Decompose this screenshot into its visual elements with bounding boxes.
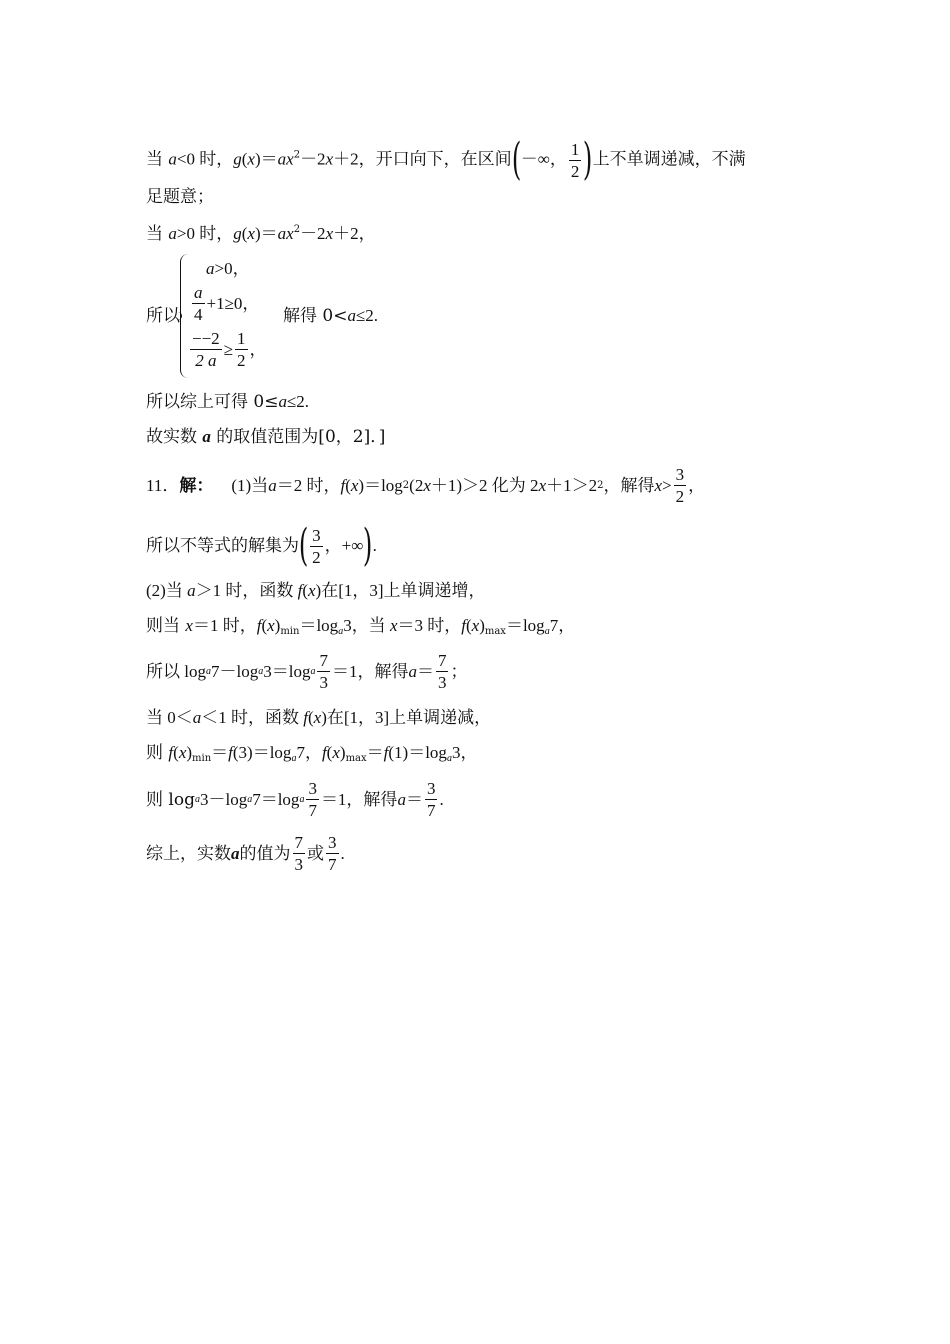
- fraction-3-7: [306, 780, 319, 819]
- text: ≤2.: [286, 392, 310, 411]
- subscript: a: [205, 665, 211, 677]
- var: ax: [277, 224, 294, 243]
- line-1: [146, 134, 746, 185]
- numerator: 3: [308, 779, 317, 798]
- text: ，解得: [603, 475, 655, 496]
- text: ＝log: [299, 616, 339, 635]
- line-8: [146, 520, 377, 571]
- text: .: [372, 536, 377, 555]
- subscript: max: [345, 753, 367, 764]
- denominator: 7: [426, 801, 436, 820]
- fraction-3-7: [425, 780, 438, 819]
- var: f: [340, 475, 346, 495]
- numerator: 3: [328, 833, 337, 852]
- var: x: [325, 149, 334, 169]
- var: a: [408, 661, 417, 681]
- var: x: [307, 581, 316, 600]
- text: ＋1＞2: [546, 475, 598, 495]
- text: )＝: [254, 224, 278, 243]
- denominator: 2: [675, 487, 685, 506]
- var: x: [423, 475, 431, 495]
- text: ): [186, 743, 193, 762]
- var: f: [321, 743, 327, 762]
- fraction-half: [235, 330, 248, 369]
- text: >0 时，: [176, 224, 234, 243]
- text: 的值为: [239, 843, 291, 864]
- text: )在[1，3]上单调递增，: [315, 581, 486, 600]
- text: ): [339, 743, 346, 762]
- var: g: [233, 224, 242, 243]
- numerator: 3: [675, 465, 685, 484]
- numerator: 3: [426, 779, 436, 798]
- text: 则 log: [146, 789, 195, 810]
- denominator: 3: [319, 673, 328, 692]
- subscript: a: [446, 753, 452, 764]
- fraction-3-7: [326, 834, 339, 873]
- numerator: 1: [237, 329, 246, 348]
- text: (2: [409, 475, 424, 495]
- text: (: [345, 475, 351, 495]
- text: 7－log: [210, 661, 259, 681]
- line-3: [146, 219, 376, 245]
- system-solution: [283, 305, 378, 327]
- text: 7，: [549, 616, 576, 635]
- var: x: [654, 475, 663, 495]
- denominator: 2: [570, 161, 580, 181]
- text: 解得 0<: [283, 306, 348, 326]
- var: x: [332, 743, 340, 762]
- text: ＝1，解得: [331, 661, 409, 681]
- subscript: a: [299, 793, 305, 805]
- line-6: [146, 426, 385, 448]
- fraction-half: [569, 141, 582, 180]
- text: 的取值范围为[0，2]．]: [210, 427, 386, 447]
- text: (1)＝log: [388, 743, 447, 762]
- text: 当 0＜: [146, 708, 193, 727]
- text: 综上，实数: [146, 843, 231, 864]
- text: (: [241, 224, 248, 243]
- text: ，: [249, 339, 267, 359]
- text: 3＝log: [263, 661, 311, 681]
- line-12: [146, 707, 491, 729]
- var: x: [313, 708, 322, 727]
- denominator: 2: [312, 547, 321, 567]
- right-paren: ): [583, 134, 593, 185]
- text: (2)当: [146, 581, 188, 600]
- left-paren: (: [511, 134, 521, 185]
- numerator: 7: [437, 651, 447, 670]
- var: a: [202, 427, 211, 446]
- text: (1)当: [231, 475, 269, 495]
- var: ax: [277, 149, 294, 169]
- var: f: [303, 708, 308, 727]
- system-case-2: [190, 284, 259, 323]
- subscript: a: [247, 793, 253, 805]
- text: ＜1 时，函数: [201, 708, 304, 727]
- text: 所以: [146, 306, 180, 326]
- right-paren: ): [363, 520, 373, 571]
- text: <0 时，: [176, 149, 234, 169]
- text: 则: [146, 743, 169, 763]
- text: ＝: [211, 743, 229, 762]
- text: ＞1 时，函数: [195, 581, 298, 600]
- var: x: [350, 475, 359, 495]
- subscript: min: [280, 626, 300, 637]
- denominator: 2 a: [195, 351, 217, 370]
- text: ＝1，解得: [320, 789, 398, 809]
- left-paren: (: [298, 520, 309, 571]
- var: x: [538, 475, 547, 495]
- line-15: [146, 834, 345, 873]
- var: a: [192, 708, 202, 727]
- subscript: min: [192, 753, 212, 764]
- var: f: [228, 743, 233, 762]
- numerator: 7: [294, 833, 303, 852]
- text: 所以 log: [146, 661, 206, 681]
- var: f: [383, 743, 389, 762]
- text: ＝: [366, 743, 384, 762]
- numerator: 1: [570, 139, 580, 159]
- text: ): [479, 616, 485, 635]
- text: )＝log: [358, 475, 403, 495]
- var: x: [325, 224, 334, 243]
- exponent: 2: [293, 224, 301, 235]
- var: a: [168, 224, 177, 243]
- text: 则当: [146, 616, 186, 636]
- denominator: 7: [328, 855, 337, 874]
- subscript: 2: [402, 479, 410, 491]
- text: ): [274, 616, 281, 635]
- text: －2: [300, 224, 326, 243]
- var: a: [397, 789, 406, 809]
- question-number: 11．: [146, 475, 180, 495]
- text: 3－log: [199, 789, 248, 809]
- text: ＋1)＞2 化为 2: [430, 475, 539, 495]
- text: ＝1 时，: [192, 616, 257, 635]
- text: (: [326, 743, 333, 762]
- text: －∞，: [520, 149, 567, 169]
- denominator: 3: [294, 855, 303, 874]
- var: x: [185, 616, 193, 635]
- numerator: −−2: [192, 329, 220, 348]
- text: (3)＝log: [232, 743, 292, 762]
- text: ＝: [405, 789, 423, 809]
- subscript: a: [258, 665, 264, 677]
- var: x: [471, 616, 480, 635]
- text: 当: [146, 224, 169, 244]
- text: 3，: [451, 743, 478, 762]
- line-10: [146, 615, 575, 643]
- denominator: 3: [437, 673, 447, 692]
- text: >: [662, 475, 672, 495]
- fraction-vertex: [190, 330, 222, 369]
- text: 或: [307, 843, 324, 864]
- fraction-7-3: [436, 652, 449, 691]
- text: (: [261, 616, 268, 635]
- fraction-3-2: [674, 466, 687, 505]
- var: x: [247, 149, 255, 169]
- line-11: [146, 652, 467, 691]
- var: a: [168, 149, 177, 169]
- system-case-1: [206, 258, 250, 280]
- text: ，+∞: [324, 536, 364, 555]
- text: ＋2，: [333, 224, 376, 243]
- text: ＝2 时，: [276, 475, 341, 495]
- denominator: 4: [194, 305, 203, 324]
- text: ＝log: [505, 616, 545, 635]
- var: f: [168, 743, 174, 762]
- var: x: [178, 743, 187, 762]
- text: (: [307, 708, 314, 727]
- text: ≤2.: [355, 306, 379, 325]
- var: a: [231, 843, 240, 863]
- text: ，: [688, 475, 706, 495]
- var: x: [267, 616, 275, 635]
- exponent: 2: [597, 479, 604, 491]
- subscript: a: [544, 626, 550, 637]
- text: )＝: [254, 149, 278, 169]
- text: 足题意；: [146, 187, 214, 207]
- var: a: [278, 392, 287, 411]
- solution-label: 解：: [179, 475, 214, 496]
- text: (: [173, 743, 179, 762]
- text: .: [439, 789, 444, 809]
- var: x: [389, 616, 398, 635]
- subscript: a: [338, 626, 344, 637]
- text: －2: [300, 149, 326, 169]
- text: ＋2，开口向下，在区间: [333, 149, 512, 169]
- line-13: [146, 742, 477, 770]
- line-2: [146, 186, 214, 208]
- line-14: [146, 780, 444, 819]
- line-9: [146, 580, 486, 602]
- text: 所以不等式的解集为: [146, 536, 299, 556]
- text: (: [302, 581, 308, 600]
- subscript: a: [194, 793, 200, 805]
- line-5: [146, 391, 309, 413]
- subscript: max: [484, 626, 506, 637]
- denominator: 7: [308, 801, 317, 820]
- var: x: [247, 224, 255, 243]
- fraction-7-3: [293, 834, 306, 873]
- fraction-3-2: [310, 527, 323, 566]
- text: 3，当: [343, 616, 390, 635]
- system-case-3: [188, 330, 267, 369]
- text: ＝3 时，: [397, 616, 462, 635]
- var: f: [297, 581, 303, 600]
- text: ＝: [416, 661, 434, 681]
- denominator: 2: [237, 351, 246, 370]
- text: ≥: [223, 339, 234, 359]
- text: .: [340, 843, 345, 863]
- fraction-7-3: [317, 652, 330, 691]
- exponent: 2: [293, 149, 301, 161]
- fraction-a-over-4: [192, 284, 205, 323]
- text: >0，: [214, 259, 250, 278]
- question-11-line: [146, 466, 705, 505]
- text: 故实数: [146, 427, 203, 447]
- numerator: 3: [312, 525, 321, 545]
- text: )在[1，3]上单调递减，: [321, 708, 492, 727]
- text: 7，: [296, 743, 322, 762]
- numerator: a: [194, 283, 203, 302]
- var: a: [187, 581, 196, 600]
- text: +1≥0，: [206, 293, 260, 313]
- var: f: [461, 616, 466, 635]
- var: a: [347, 306, 356, 325]
- text: (: [465, 616, 472, 635]
- var: a: [206, 259, 215, 278]
- var: g: [233, 149, 242, 169]
- subscript: a: [310, 665, 316, 677]
- var: a: [268, 475, 277, 495]
- text: 当: [146, 149, 169, 170]
- subscript: a: [291, 753, 297, 764]
- text: 上不单调递减，不满: [592, 149, 746, 170]
- text: 所以综上可得 0≤: [146, 392, 279, 412]
- text: ；: [450, 661, 468, 682]
- var: f: [256, 616, 262, 635]
- text: (: [241, 149, 248, 169]
- numerator: 7: [319, 651, 328, 670]
- text: 7＝log: [252, 789, 300, 809]
